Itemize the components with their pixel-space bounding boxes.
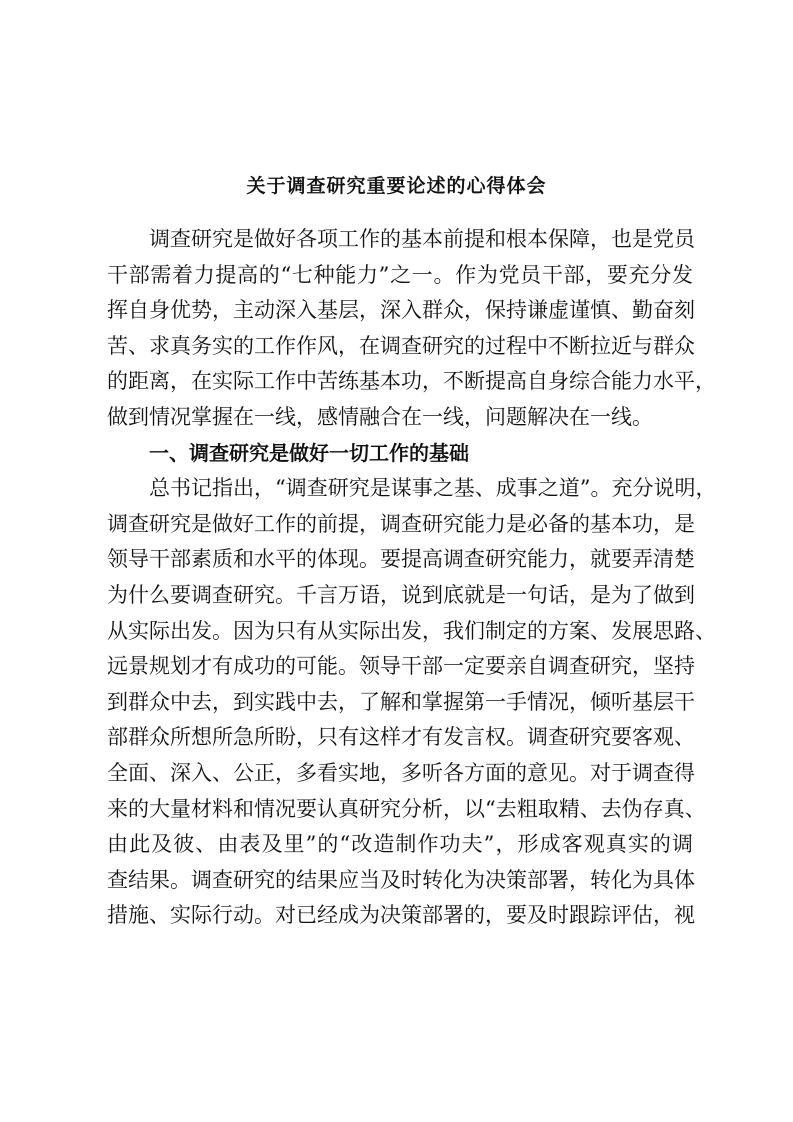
- paragraph-2-line-13: 措施、实际行动。对已经成为决策部署的，要及时跟踪评估，视: [107, 903, 695, 928]
- paragraph-1-line-5: 的距离，在实际工作中苦练基本功，不断提高自身综合能力水平，: [107, 369, 716, 394]
- paragraph-1-line-2: 干部需着力提高的“七种能力”之一。作为党员干部，要充分发: [107, 262, 693, 287]
- paragraph-1-line-3: 挥自身优势，主动深入基层，深入群众，保持谦虚谨慎、勤奋刻: [107, 298, 695, 323]
- paragraph-2-line-8: 部群众所想所急所盼，只有这样才有发言权。调查研究要客观、: [107, 725, 695, 750]
- paragraph-2-line-6: 远景规划才有成功的可能。领导干部一定要亲自调查研究，坚持: [107, 654, 695, 679]
- paragraph-2-line-5: 从实际出发。因为只有从实际出发，我们制定的方案、发展思路、: [107, 618, 716, 643]
- paragraph-1-line-4: 苦、求真务实的工作作风，在调查研究的过程中不断拉近与群众: [107, 333, 695, 358]
- paragraph-2-line-11: 由此及彼、由表及里”的“改造制作功夫”，形成客观真实的调: [107, 832, 693, 857]
- section-1-heading: 一、调查研究是做好一切工作的基础: [149, 440, 469, 465]
- paragraph-1-line-6: 做到情况掌握在一线，感情融合在一线，问题解决在一线。: [107, 404, 653, 429]
- paragraph-2-line-7: 到群众中去，到实践中去，了解和掌握第一手情况，倾听基层干: [107, 689, 695, 714]
- paragraph-1-line-1: 调查研究是做好各项工作的基本前提和根本保障，也是党员: [149, 227, 695, 251]
- paragraph-2-line-2: 调查研究是做好工作的前提，调查研究能力是必备的基本功，是: [107, 511, 695, 536]
- paragraph-2-line-4: 为什么要调查研究。千言万语，说到底就是一句话，是为了做到: [107, 582, 695, 607]
- paragraph-2-line-10: 来的大量材料和情况要认真研究分析，以“去粗取精、去伪存真、: [107, 796, 706, 821]
- paragraph-2-line-3: 领导干部素质和水平的体现。要提高调查研究能力，就要弄清楚: [107, 547, 695, 572]
- document-body: [107, 222, 717, 934]
- document-title: 关于调查研究重要论述的心得体会: [246, 175, 547, 197]
- paragraph-2-line-1: 总书记指出，“调查研究是谋事之基、成事之道”。充分说明，: [149, 476, 717, 501]
- paragraph-2-line-12: 查结果。调查研究的结果应当及时转化为决策部署，转化为具体: [107, 867, 695, 892]
- paragraph-2-line-9: 全面、深入、公正，多看实地，多听各方面的意见。对于调查得: [107, 760, 695, 785]
